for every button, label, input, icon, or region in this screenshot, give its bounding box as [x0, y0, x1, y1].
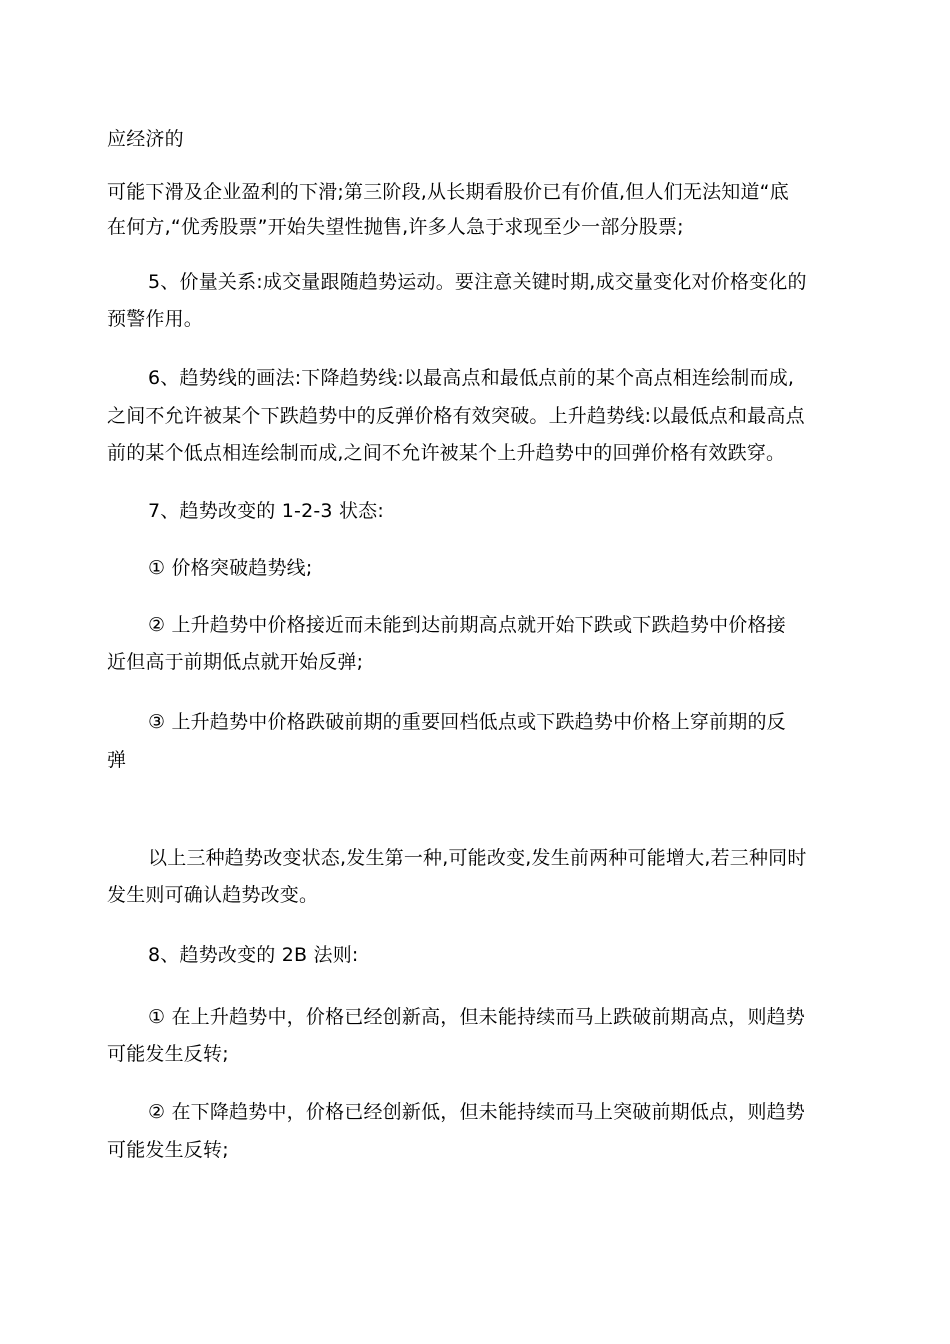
text-line: 发生则可确认趋势改变。: [107, 884, 319, 906]
text-line: 6、趋势线的画法:下降趋势线:以最高点和最低点前的某个高点相连绘制而成,: [148, 367, 795, 389]
text-line: 前的某个低点相连绘制而成,之间不允许被某个上升趋势中的回弹价格有效跌穿。: [107, 442, 786, 464]
text-line: 5、价量关系:成交量跟随趋势运动。要注意关键时期,成交量变化对价格变化的: [148, 271, 807, 293]
text-line: 8、趋势改变的 2B 法则:: [148, 944, 359, 966]
text-line: 预警作用。: [107, 308, 204, 330]
text-line: 在何方,“优秀股票”开始失望性抛售,许多人急于求现至少一部分股票;: [107, 216, 684, 238]
text-line: ③ 上升趋势中价格跌破前期的重要回档低点或下跌趋势中价格上穿前期的反: [148, 711, 786, 733]
text-line: ② 在下降趋势中，价格已经创新低，但未能持续而马上突破前期低点，则趋势: [148, 1101, 806, 1123]
text-line: 7、趋势改变的 1-2-3 状态:: [148, 500, 384, 522]
text-line: ② 上升趋势中价格接近而未能到达前期高点就开始下跌或下跌趋势中价格接: [148, 614, 786, 636]
text-line: ① 价格突破趋势线;: [148, 557, 313, 579]
text-line: 可能发生反转;: [107, 1139, 229, 1161]
text-line: 近但高于前期低点就开始反弹;: [107, 651, 364, 673]
text-line: 应经济的: [107, 128, 184, 150]
text-line: 可能发生反转;: [107, 1043, 229, 1065]
text-line: 可能下滑及企业盈利的下滑;第三阶段,从长期看股价已有价值,但人们无法知道“底: [107, 181, 789, 203]
text-line: 之间不允许被某个下跌趋势中的反弹价格有效突破。上升趋势线:以最低点和最高点: [107, 405, 805, 427]
text-line: 以上三种趋势改变状态,发生第一种,可能改变,发生前两种可能增大,若三种同时: [148, 847, 807, 869]
text-line: ① 在上升趋势中，价格已经创新高，但未能持续而马上跌破前期高点，则趋势: [148, 1006, 806, 1028]
text-line: 弹: [107, 749, 127, 771]
